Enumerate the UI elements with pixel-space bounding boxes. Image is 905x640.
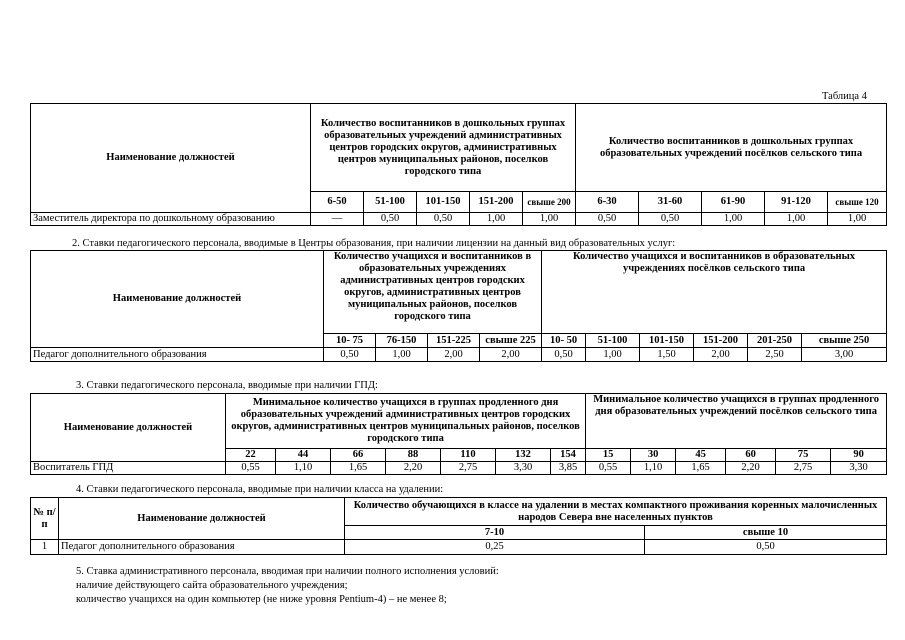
t1-cell: 1,00 <box>470 213 523 226</box>
t3-cell: 1,65 <box>331 462 386 475</box>
t4-header-num: № п/п <box>31 498 59 540</box>
t2-col: свыше 225 <box>480 334 542 348</box>
t1-col: 6-50 <box>311 192 364 213</box>
t3-row-name: Воспитатель ГПД <box>31 462 226 475</box>
t1-cell: 1,00 <box>523 213 576 226</box>
t4-col: свыше 10 <box>645 526 887 540</box>
t2-col: свыше 250 <box>802 334 887 348</box>
paragraph-3: 3. Ставки педагогического персонала, вводимые при наличии ГПД: <box>76 380 378 391</box>
t3-col: 88 <box>386 449 441 462</box>
t2-col: 101-150 <box>640 334 694 348</box>
t3-col: 30 <box>631 449 676 462</box>
t1-col: 51-100 <box>364 192 417 213</box>
t3-cell: 3,30 <box>496 462 551 475</box>
t3-cell: 0,55 <box>226 462 276 475</box>
t1-col: 31-60 <box>639 192 702 213</box>
table-2 <box>30 250 887 362</box>
t2-cell: 1,50 <box>640 348 694 362</box>
t4-row-num: 1 <box>31 540 59 555</box>
t3-cell: 2,20 <box>386 462 441 475</box>
t1-row-name: Заместитель директора по дошкольному образованию <box>31 213 311 226</box>
t1-header-rural: Количество воспитанников в дошкольных группах образовательных учреждений посёлков сельского типа <box>576 104 887 192</box>
t3-col: 44 <box>276 449 331 462</box>
t1-cell: 1,00 <box>765 213 828 226</box>
t3-col: 22 <box>226 449 276 462</box>
t2-col: 10- 75 <box>324 334 376 348</box>
paragraph-5-line: 5. Ставка административного персонала, вводимая при наличии полного исполнения условий: <box>76 566 499 577</box>
t3-col: 90 <box>831 449 887 462</box>
table-row <box>31 462 887 475</box>
t2-header-name: Наименование должностей <box>31 251 324 348</box>
t2-cell: 2,00 <box>480 348 542 362</box>
t1-header-urban: Количество воспитанников в дошкольных группах образовательных учреждений административных центров городских округов, административных центров муниципальных районов, поселков городского типа <box>311 104 576 192</box>
t3-cell: 2,75 <box>441 462 496 475</box>
table-row <box>31 213 887 226</box>
t3-cell: 1,10 <box>276 462 331 475</box>
t3-header-urban: Минимальное количество учащихся в группах продленного дня образовательных учреждений административных центров городских округов, административных центров муниципальных районов, поселков городского типа <box>226 394 586 449</box>
t1-col: 61-90 <box>702 192 765 213</box>
t1-col: 6-30 <box>576 192 639 213</box>
table-row <box>31 540 887 555</box>
t1-cell: 0,50 <box>576 213 639 226</box>
paragraph-5-line: количество учащихся на один компьютер (не ниже уровня Pentium-4) – не менее 8; <box>76 594 447 605</box>
t3-header-name: Наименование должностей <box>31 394 226 462</box>
t3-col: 66 <box>331 449 386 462</box>
t2-row-name: Педагог дополнительного образования <box>31 348 324 362</box>
t3-cell: 2,75 <box>776 462 831 475</box>
t2-header-rural: Количество учащихся и воспитанников в образовательных учреждениях посёлков сельского типа <box>542 251 887 334</box>
t4-header-name: Наименование должностей <box>59 498 345 540</box>
t2-col: 76-150 <box>376 334 428 348</box>
t2-cell: 2,00 <box>428 348 480 362</box>
t1-col: свыше 120 <box>828 192 887 213</box>
t2-cell: 2,00 <box>694 348 748 362</box>
t3-header-rural: Минимальное количество учащихся в группах продленного дня образовательных учреждений посёлков сельского типа <box>586 394 887 449</box>
t1-cell: 1,00 <box>702 213 765 226</box>
t4-col: 7-10 <box>345 526 645 540</box>
t2-cell: 0,50 <box>542 348 586 362</box>
t2-cell: 0,50 <box>324 348 376 362</box>
t3-col: 60 <box>726 449 776 462</box>
t2-cell: 1,00 <box>586 348 640 362</box>
t3-col: 110 <box>441 449 496 462</box>
t2-header-urban: Количество учащихся и воспитанников в образовательных учреждениях административных центров городских округов, административных центров муниципальных районов, поселков городского типа <box>324 251 542 334</box>
t3-cell: 3,85 <box>551 462 586 475</box>
paragraph-5 <box>76 566 876 616</box>
t2-col: 201-250 <box>748 334 802 348</box>
t1-cell: 0,50 <box>639 213 702 226</box>
t1-col: свыше 200 <box>523 192 576 213</box>
t1-cell: 1,00 <box>828 213 887 226</box>
t2-col: 51-100 <box>586 334 640 348</box>
t1-cell: — <box>311 213 364 226</box>
t2-cell: 1,00 <box>376 348 428 362</box>
table-1 <box>30 103 887 226</box>
t3-cell: 1,10 <box>631 462 676 475</box>
t3-col: 75 <box>776 449 831 462</box>
t2-cell: 2,50 <box>748 348 802 362</box>
table-caption: Таблица 4 <box>822 91 867 102</box>
t1-col: 91-120 <box>765 192 828 213</box>
t1-header-name: Наименование должностей <box>31 104 311 213</box>
t3-col: 132 <box>496 449 551 462</box>
t2-cell: 3,00 <box>802 348 887 362</box>
paragraph-5-line: наличие действующего сайта образовательного учреждения; <box>76 580 348 591</box>
t1-cell: 0,50 <box>364 213 417 226</box>
t2-col: 151-200 <box>694 334 748 348</box>
t1-col: 151-200 <box>470 192 523 213</box>
t2-col: 10- 50 <box>542 334 586 348</box>
t1-col: 101-150 <box>417 192 470 213</box>
table-row <box>31 348 887 362</box>
t3-col: 45 <box>676 449 726 462</box>
t4-cell: 0,25 <box>345 540 645 555</box>
t4-cell: 0,50 <box>645 540 887 555</box>
table-4 <box>30 497 887 555</box>
t3-cell: 3,30 <box>831 462 887 475</box>
t3-col: 15 <box>586 449 631 462</box>
t2-col: 151-225 <box>428 334 480 348</box>
t4-header-group: Количество обучающихся в классе на удалении в местах компактного проживания коренных малочисленных народов Севера вне населенных пунктов <box>345 498 887 526</box>
table-3 <box>30 393 887 475</box>
paragraph-2: 2. Ставки педагогического персонала, вводимые в Центры образования, при наличии лицензии на данный вид образовательных услуг: <box>72 238 676 249</box>
t3-cell: 0,55 <box>586 462 631 475</box>
t1-cell: 0,50 <box>417 213 470 226</box>
t3-cell: 2,20 <box>726 462 776 475</box>
t4-row-name: Педагог дополнительного образования <box>59 540 345 555</box>
t3-cell: 1,65 <box>676 462 726 475</box>
paragraph-4: 4. Ставки педагогического персонала, вводимые при наличии класса на удалении: <box>76 484 444 495</box>
t3-col: 154 <box>551 449 586 462</box>
